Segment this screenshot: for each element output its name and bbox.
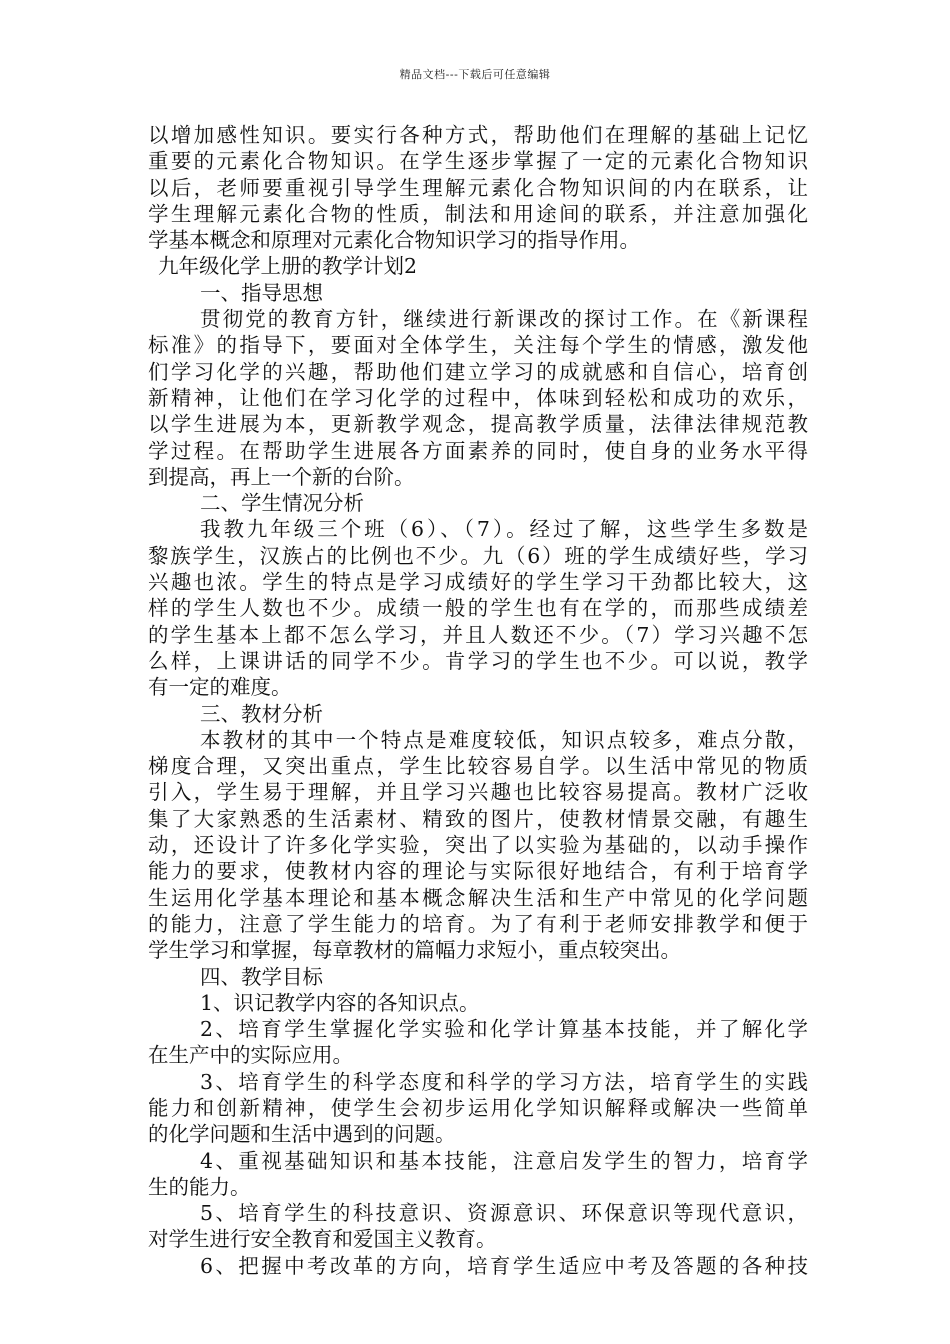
text-line: 样的学生人数也不少。成绩一般的学生也有在学的，而那些成绩差	[148, 596, 808, 621]
section-title: 九年级化学上册的教学计划2	[158, 254, 418, 279]
section-heading: 四、教学目标	[200, 964, 323, 989]
text-line: 我教九年级三个班（6）、（7）。经过了解，这些学生多数是	[200, 517, 808, 542]
section-heading: 一、指导思想	[200, 280, 323, 305]
text-line: 到提高，再上一个新的台阶。	[148, 464, 415, 489]
list-item: 5、培育学生的科技意识、资源意识、环保意识等现代意识，	[200, 1201, 808, 1226]
text-line: 的学生基本上都不怎么学习，并且人数还不少。（7）学习兴趣不怎	[148, 622, 808, 647]
text-line: 生运用化学基本理论和基本概念解决生活和生产中常见的化学问题	[148, 885, 808, 910]
text-line: 的能力，注意了学生能力的培育。为了有利于老师安排教学和便于	[148, 911, 808, 936]
text-line: 集了大家熟悉的生活素材、精致的图片，使教材情景交融，有趣生	[148, 806, 808, 831]
list-item: 2、培育学生掌握化学实验和化学计算基本技能，并了解化学	[200, 1017, 808, 1042]
section-heading: 三、教材分析	[200, 701, 323, 726]
text-line: 以增加感性知识。要实行各种方式，帮助他们在理解的基础上记忆	[148, 123, 808, 147]
text-line: 生的能力。	[148, 1174, 251, 1199]
text-line: 梯度合理，又突出重点，学生比较容易自学。以生活中常见的物质	[148, 754, 808, 779]
list-item: 1、识记教学内容的各知识点。	[200, 990, 480, 1015]
text-line: 么样，上课讲话的同学不少。肯学习的学生也不少。可以说，教学	[148, 648, 808, 673]
list-item: 3、培育学生的科学态度和科学的学习方法，培育学生的实践	[200, 1069, 808, 1094]
text-line: 学过程。在帮助学生进展各方面素养的同时，使自身的业务水平得	[148, 438, 808, 463]
list-item: 6、把握中考改革的方向，培育学生适应中考及答题的各种技	[200, 1253, 808, 1278]
text-line: 新精神，让他们在学习化学的过程中，体味到轻松和成功的欢乐，	[148, 385, 808, 410]
text-line: 动，还设计了许多化学实验，突出了以实验为基础的，以动手操作	[148, 833, 808, 858]
text-line: 标准》的指导下，要面对全体学生，关注每个学生的情感，激发他	[148, 333, 808, 358]
text-line: 学生理解元素化合物的性质，制法和用途间的联系，并注意加强化	[148, 201, 808, 226]
text-line: 的化学问题和生活中遇到的问题。	[148, 1122, 456, 1147]
text-line: 能力的要求，使教材内容的理论与实际很好地结合，有利于培育学	[148, 859, 808, 884]
text-line: 贯彻党的教育方针，继续进行新课改的探讨工作。在《新课程	[200, 307, 808, 332]
list-item: 4、重视基础知识和基本技能，注意启发学生的智力，培育学	[200, 1148, 808, 1173]
text-line: 们学习化学的兴趣，帮助他们建立学习的成就感和自信心，培育创	[148, 359, 808, 384]
text-line: 在生产中的实际应用。	[148, 1043, 353, 1068]
document-body	[148, 122, 808, 1279]
text-line: 以后，老师要重视引导学生理解元素化合物知识间的内在联系，让	[148, 175, 808, 200]
text-line: 能力和创新精神，使学生会初步运用化学知识解释或解决一些简单	[148, 1095, 808, 1120]
section-heading: 二、学生情况分析	[200, 491, 364, 516]
text-line: 引入，学生易于理解，并且学习兴趣也比较容易提高。教材广泛收	[148, 780, 808, 805]
text-line: 重要的元素化合物知识。在学生逐步掌握了一定的元素化合物知识	[148, 149, 808, 174]
text-line: 以学生进展为本，更新教学观念，提高教学质量，法律法律规范教	[148, 412, 808, 437]
text-line: 学生学习和掌握，每章教材的篇幅力求短小，重点较突出。	[148, 938, 681, 963]
text-line: 有一定的难度。	[148, 675, 292, 700]
text-line: 黎族学生，汉族占的比例也不少。九（6）班的学生成绩好些，学习	[148, 543, 808, 568]
text-line: 学基本概念和原理对元素化合物知识学习的指导作用。	[148, 228, 640, 253]
text-line: 兴趣也浓。学生的特点是学习成绩好的学生学习干劲都比较大，这	[148, 570, 808, 595]
text-line: 本教材的其中一个特点是难度较低，知识点较多，难点分散，	[200, 727, 808, 752]
text-line: 对学生进行安全教育和爱国主义教育。	[148, 1227, 497, 1252]
page-header: 精品文档---下载后可任意编辑	[399, 68, 551, 81]
